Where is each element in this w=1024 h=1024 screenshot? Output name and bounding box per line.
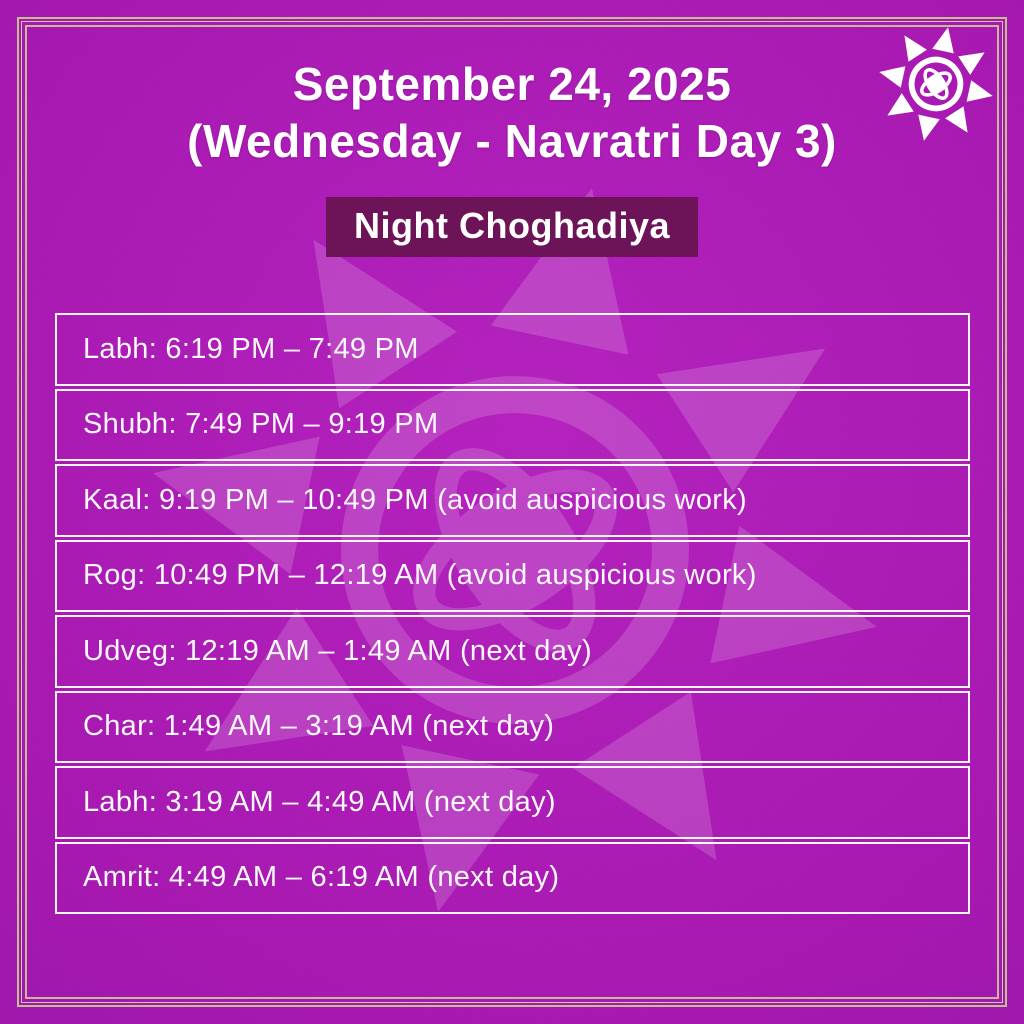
choghadiya-row-udveg: Udveg: 12:19 AM – 1:49 AM (next day) xyxy=(55,615,970,688)
header xyxy=(0,56,1024,170)
choghadiya-row-amrit: Amrit: 4:49 AM – 6:19 AM (next day) xyxy=(55,842,970,915)
choghadiya-table xyxy=(55,313,970,914)
choghadiya-row-kaal: Kaal: 9:19 PM – 10:49 PM (avoid auspicious work) xyxy=(55,464,970,537)
choghadiya-row-rog: Rog: 10:49 PM – 12:19 AM (avoid auspicious work) xyxy=(55,540,970,613)
date-title: September 24, 2025 xyxy=(292,58,732,110)
choghadiya-row-labh-night: Labh: 3:19 AM – 4:49 AM (next day) xyxy=(55,766,970,839)
choghadiya-row-char: Char: 1:49 AM – 3:19 AM (next day) xyxy=(55,691,970,764)
choghadiya-row-labh-evening: Labh: 6:19 PM – 7:49 PM xyxy=(55,313,970,386)
choghadiya-row-shubh: Shubh: 7:49 PM – 9:19 PM xyxy=(55,389,970,462)
day-subtitle: (Wednesday - Navratri Day 3) xyxy=(187,115,837,167)
sun-icon xyxy=(878,26,994,142)
section-title-badge: Night Choghadiya xyxy=(326,197,698,257)
